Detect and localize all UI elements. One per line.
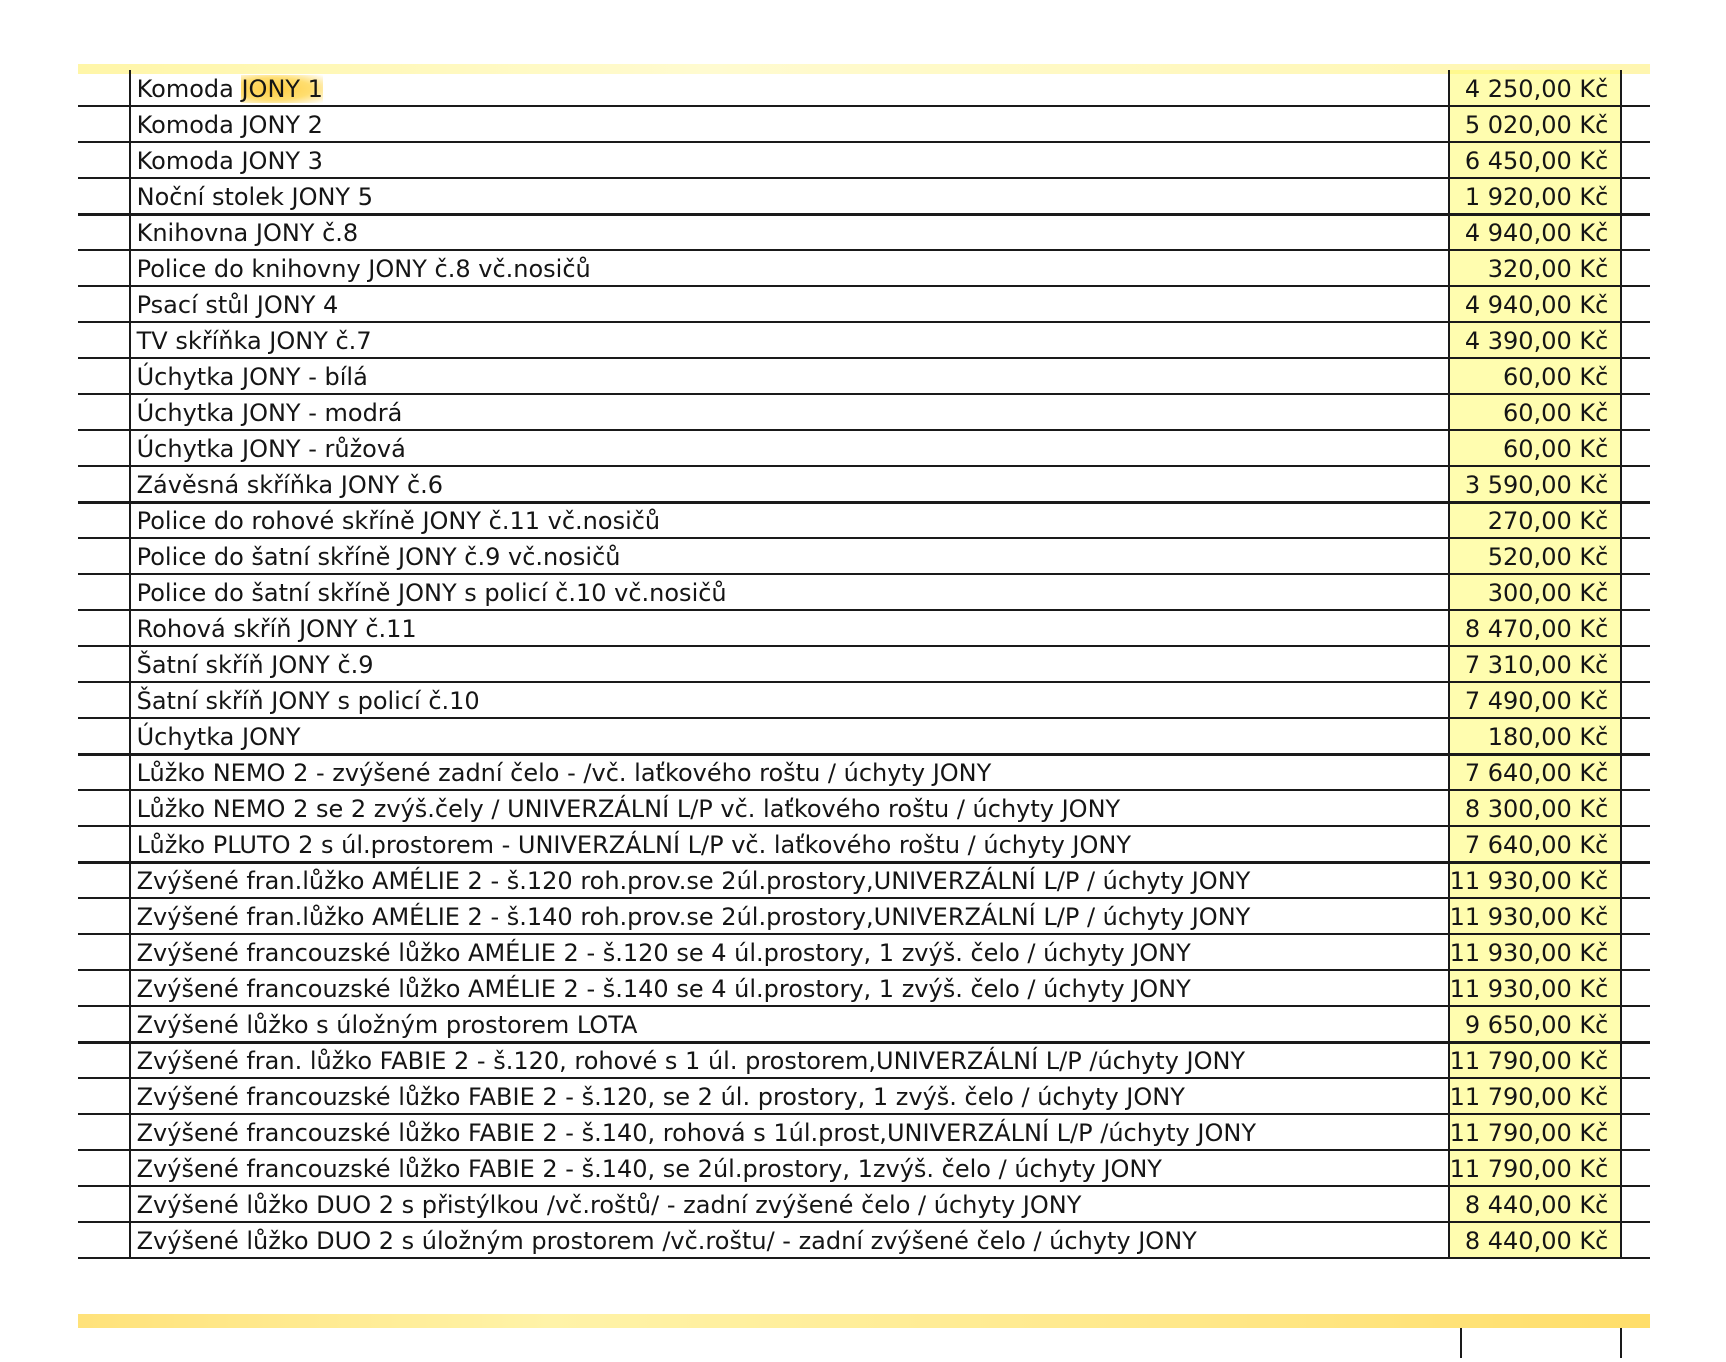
row-number-cell xyxy=(78,106,130,142)
row-number-cell xyxy=(78,286,130,322)
product-name xyxy=(130,70,1449,106)
spacer-cell xyxy=(1621,862,1650,898)
product-price: 7 640,00 Kč xyxy=(1449,754,1622,790)
product-name: Úchytka JONY xyxy=(130,718,1449,754)
product-name: Zvýšené francouzské lůžko FABIE 2 - š.140, se 2úl.prostory, 1zvýš. čelo / úchyty JONY xyxy=(130,1150,1449,1186)
table-row xyxy=(78,178,1650,214)
table-row xyxy=(78,574,1650,610)
product-name: Zvýšené lůžko s úložným prostorem LOTA xyxy=(130,1006,1449,1042)
row-number-cell xyxy=(78,250,130,286)
product-price: 11 790,00 Kč xyxy=(1449,1078,1622,1114)
product-price: 11 930,00 Kč xyxy=(1449,898,1622,934)
product-name: Závěsná skříňka JONY č.6 xyxy=(130,466,1449,502)
product-price: 60,00 Kč xyxy=(1449,430,1622,466)
product-name: Noční stolek JONY 5 xyxy=(130,178,1449,214)
row-number-cell xyxy=(78,358,130,394)
product-price: 11 790,00 Kč xyxy=(1449,1114,1622,1150)
spacer-cell xyxy=(1621,1186,1650,1222)
spacer-cell xyxy=(1621,430,1650,466)
product-name: Zvýšené francouzské lůžko AMÉLIE 2 - š.140 se 4 úl.prostory, 1 zvýš. čelo / úchyty JONY xyxy=(130,970,1449,1006)
product-name: Police do šatní skříně JONY č.9 vč.nosičů xyxy=(130,538,1449,574)
product-name: Komoda JONY 2 xyxy=(130,106,1449,142)
row-number-cell xyxy=(78,466,130,502)
row-number-cell xyxy=(78,142,130,178)
product-name: TV skříňka JONY č.7 xyxy=(130,322,1449,358)
spacer-cell xyxy=(1621,250,1650,286)
spacer-cell xyxy=(1621,286,1650,322)
table-row xyxy=(78,826,1650,862)
table-row xyxy=(78,1078,1650,1114)
spacer-cell xyxy=(1621,1042,1650,1078)
product-price: 4 390,00 Kč xyxy=(1449,322,1622,358)
row-number-cell xyxy=(78,178,130,214)
row-number-cell xyxy=(78,1006,130,1042)
spacer-cell xyxy=(1621,1006,1650,1042)
product-price: 11 930,00 Kč xyxy=(1449,934,1622,970)
product-price: 11 930,00 Kč xyxy=(1449,862,1622,898)
product-price: 520,00 Kč xyxy=(1449,538,1622,574)
row-number-cell xyxy=(78,934,130,970)
table-row xyxy=(78,718,1650,754)
row-number-cell xyxy=(78,574,130,610)
spacer-cell xyxy=(1621,826,1650,862)
product-name: Psací stůl JONY 4 xyxy=(130,286,1449,322)
row-number-cell xyxy=(78,214,130,250)
product-name: Rohová skříň JONY č.11 xyxy=(130,610,1449,646)
spacer-cell xyxy=(1621,502,1650,538)
spacer-cell xyxy=(1621,646,1650,682)
product-price: 11 790,00 Kč xyxy=(1449,1150,1622,1186)
row-number-cell xyxy=(78,790,130,826)
table-row xyxy=(78,502,1650,538)
product-price: 320,00 Kč xyxy=(1449,250,1622,286)
row-number-cell xyxy=(78,1150,130,1186)
price-list-sheet xyxy=(78,64,1650,1354)
product-name: Zvýšené lůžko DUO 2 s úložným prostorem /vč.roštu/ - zadní zvýšené čelo / úchyty JONY xyxy=(130,1222,1449,1258)
spacer-cell xyxy=(1621,466,1650,502)
table-row xyxy=(78,646,1650,682)
table-row xyxy=(78,1114,1650,1150)
table-row xyxy=(78,1150,1650,1186)
row-number-cell xyxy=(78,610,130,646)
product-name: Police do šatní skříně JONY s policí č.10 vč.nosičů xyxy=(130,574,1449,610)
table-row xyxy=(78,466,1650,502)
table-row xyxy=(78,898,1650,934)
column-divider xyxy=(1460,1328,1462,1358)
product-name: Úchytka JONY - bílá xyxy=(130,358,1449,394)
product-price: 8 440,00 Kč xyxy=(1449,1186,1622,1222)
row-number-cell xyxy=(78,898,130,934)
product-name: Komoda JONY 3 xyxy=(130,142,1449,178)
product-name: Knihovna JONY č.8 xyxy=(130,214,1449,250)
product-price: 3 590,00 Kč xyxy=(1449,466,1622,502)
table-row xyxy=(78,322,1650,358)
row-number-cell xyxy=(78,754,130,790)
product-name: Zvýšené lůžko DUO 2 s přistýlkou /vč.roštů/ - zadní zvýšené čelo / úchyty JONY xyxy=(130,1186,1449,1222)
spacer-cell xyxy=(1621,1078,1650,1114)
product-price: 60,00 Kč xyxy=(1449,358,1622,394)
product-name: Lůžko PLUTO 2 s úl.prostorem - UNIVERZÁLNÍ L/P vč. laťkového roštu / úchyty JONY xyxy=(130,826,1449,862)
product-price: 5 020,00 Kč xyxy=(1449,106,1622,142)
product-name: Zvýšené fran.lůžko AMÉLIE 2 - š.140 roh.prov.se 2úl.prostory,UNIVERZÁLNÍ L/P / úchyty JONY xyxy=(130,898,1449,934)
spacer-cell xyxy=(1621,790,1650,826)
table-row xyxy=(78,142,1650,178)
spacer-cell xyxy=(1621,106,1650,142)
row-number-cell xyxy=(78,430,130,466)
product-name: Police do rohové skříně JONY č.11 vč.nosičů xyxy=(130,502,1449,538)
product-name: Úchytka JONY - růžová xyxy=(130,430,1449,466)
row-number-cell xyxy=(78,646,130,682)
table-continuation xyxy=(78,1328,1650,1358)
product-name: Šatní skříň JONY s policí č.10 xyxy=(130,682,1449,718)
product-name: Zvýšené francouzské lůžko AMÉLIE 2 - š.120 se 4 úl.prostory, 1 zvýš. čelo / úchyty JONY xyxy=(130,934,1449,970)
spacer-cell xyxy=(1621,322,1650,358)
product-price: 7 310,00 Kč xyxy=(1449,646,1622,682)
table-row xyxy=(78,790,1650,826)
row-number-cell xyxy=(78,1078,130,1114)
product-name: Zvýšené francouzské lůžko FABIE 2 - š.120, se 2 úl. prostory, 1 zvýš. čelo / úchyty JONY xyxy=(130,1078,1449,1114)
product-price: 300,00 Kč xyxy=(1449,574,1622,610)
table-row xyxy=(78,250,1650,286)
product-name: Lůžko NEMO 2 - zvýšené zadní čelo - /vč. laťkového roštu / úchyty JONY xyxy=(130,754,1449,790)
table-row xyxy=(78,1042,1650,1078)
row-number-cell xyxy=(78,502,130,538)
product-price: 8 440,00 Kč xyxy=(1449,1222,1622,1258)
spacer-cell xyxy=(1621,898,1650,934)
table-row xyxy=(78,970,1650,1006)
row-number-cell xyxy=(78,538,130,574)
spacer-cell xyxy=(1621,1114,1650,1150)
spacer-cell xyxy=(1621,934,1650,970)
row-number-cell xyxy=(78,1042,130,1078)
product-price: 270,00 Kč xyxy=(1449,502,1622,538)
product-price: 1 920,00 Kč xyxy=(1449,178,1622,214)
table-row xyxy=(78,106,1650,142)
spacer-cell xyxy=(1621,1150,1650,1186)
table-row xyxy=(78,862,1650,898)
table-row xyxy=(78,538,1650,574)
spacer-cell xyxy=(1621,142,1650,178)
spacer-cell xyxy=(1621,394,1650,430)
row-number-cell xyxy=(78,70,130,106)
table-row xyxy=(78,214,1650,250)
product-name: Zvýšené fran. lůžko FABIE 2 - š.120, rohové s 1 úl. prostorem,UNIVERZÁLNÍ L/P /úchyty JONY xyxy=(130,1042,1449,1078)
product-name: Lůžko NEMO 2 se 2 zvýš.čely / UNIVERZÁLNÍ L/P vč. laťkového roštu / úchyty JONY xyxy=(130,790,1449,826)
product-price: 11 790,00 Kč xyxy=(1449,1042,1622,1078)
row-number-cell xyxy=(78,718,130,754)
table-row xyxy=(78,934,1650,970)
spacer-cell xyxy=(1621,358,1650,394)
table-row xyxy=(78,1186,1650,1222)
column-divider xyxy=(1620,1328,1622,1358)
table-row xyxy=(78,286,1650,322)
row-number-cell xyxy=(78,862,130,898)
spacer-cell xyxy=(1621,682,1650,718)
price-table xyxy=(78,70,1650,1259)
table-row xyxy=(78,394,1650,430)
highlighted-text: JONY 1 xyxy=(241,75,323,103)
product-name: Police do knihovny JONY č.8 vč.nosičů xyxy=(130,250,1449,286)
table-row xyxy=(78,754,1650,790)
table-row xyxy=(78,682,1650,718)
spacer-cell xyxy=(1621,574,1650,610)
row-number-cell xyxy=(78,1114,130,1150)
product-price: 4 250,00 Kč xyxy=(1449,70,1622,106)
table-row xyxy=(78,610,1650,646)
spacer-cell xyxy=(1621,754,1650,790)
product-name-text: Komoda xyxy=(136,75,242,103)
row-number-cell xyxy=(78,682,130,718)
row-number-cell xyxy=(78,322,130,358)
row-number-cell xyxy=(78,826,130,862)
product-price: 180,00 Kč xyxy=(1449,718,1622,754)
product-name: Šatní skříň JONY č.9 xyxy=(130,646,1449,682)
row-number-cell xyxy=(78,1186,130,1222)
product-price: 4 940,00 Kč xyxy=(1449,286,1622,322)
product-price: 7 490,00 Kč xyxy=(1449,682,1622,718)
row-number-cell xyxy=(78,1222,130,1258)
product-price: 4 940,00 Kč xyxy=(1449,214,1622,250)
product-name: Úchytka JONY - modrá xyxy=(130,394,1449,430)
spacer-cell xyxy=(1621,214,1650,250)
spacer-cell xyxy=(1621,718,1650,754)
product-price: 6 450,00 Kč xyxy=(1449,142,1622,178)
product-price: 60,00 Kč xyxy=(1449,394,1622,430)
spacer-cell xyxy=(1621,70,1650,106)
row-number-cell xyxy=(78,394,130,430)
spacer-cell xyxy=(1621,610,1650,646)
spacer-cell xyxy=(1621,970,1650,1006)
product-price: 8 470,00 Kč xyxy=(1449,610,1622,646)
product-name: Zvýšené francouzské lůžko FABIE 2 - š.140, rohová s 1úl.prost,UNIVERZÁLNÍ L/P /úchyty JONY xyxy=(130,1114,1449,1150)
row-number-cell xyxy=(78,970,130,1006)
table-row xyxy=(78,430,1650,466)
table-row xyxy=(78,70,1650,106)
spacer-cell xyxy=(1621,1222,1650,1258)
highlight-band-bottom xyxy=(78,1314,1650,1328)
spacer-cell xyxy=(1621,178,1650,214)
table-row xyxy=(78,1006,1650,1042)
table-row xyxy=(78,358,1650,394)
product-price: 9 650,00 Kč xyxy=(1449,1006,1622,1042)
product-price: 7 640,00 Kč xyxy=(1449,826,1622,862)
product-price: 8 300,00 Kč xyxy=(1449,790,1622,826)
product-name: Zvýšené fran.lůžko AMÉLIE 2 - š.120 roh.prov.se 2úl.prostory,UNIVERZÁLNÍ L/P / úchyty JONY xyxy=(130,862,1449,898)
product-price: 11 930,00 Kč xyxy=(1449,970,1622,1006)
spacer-cell xyxy=(1621,538,1650,574)
table-row xyxy=(78,1222,1650,1258)
